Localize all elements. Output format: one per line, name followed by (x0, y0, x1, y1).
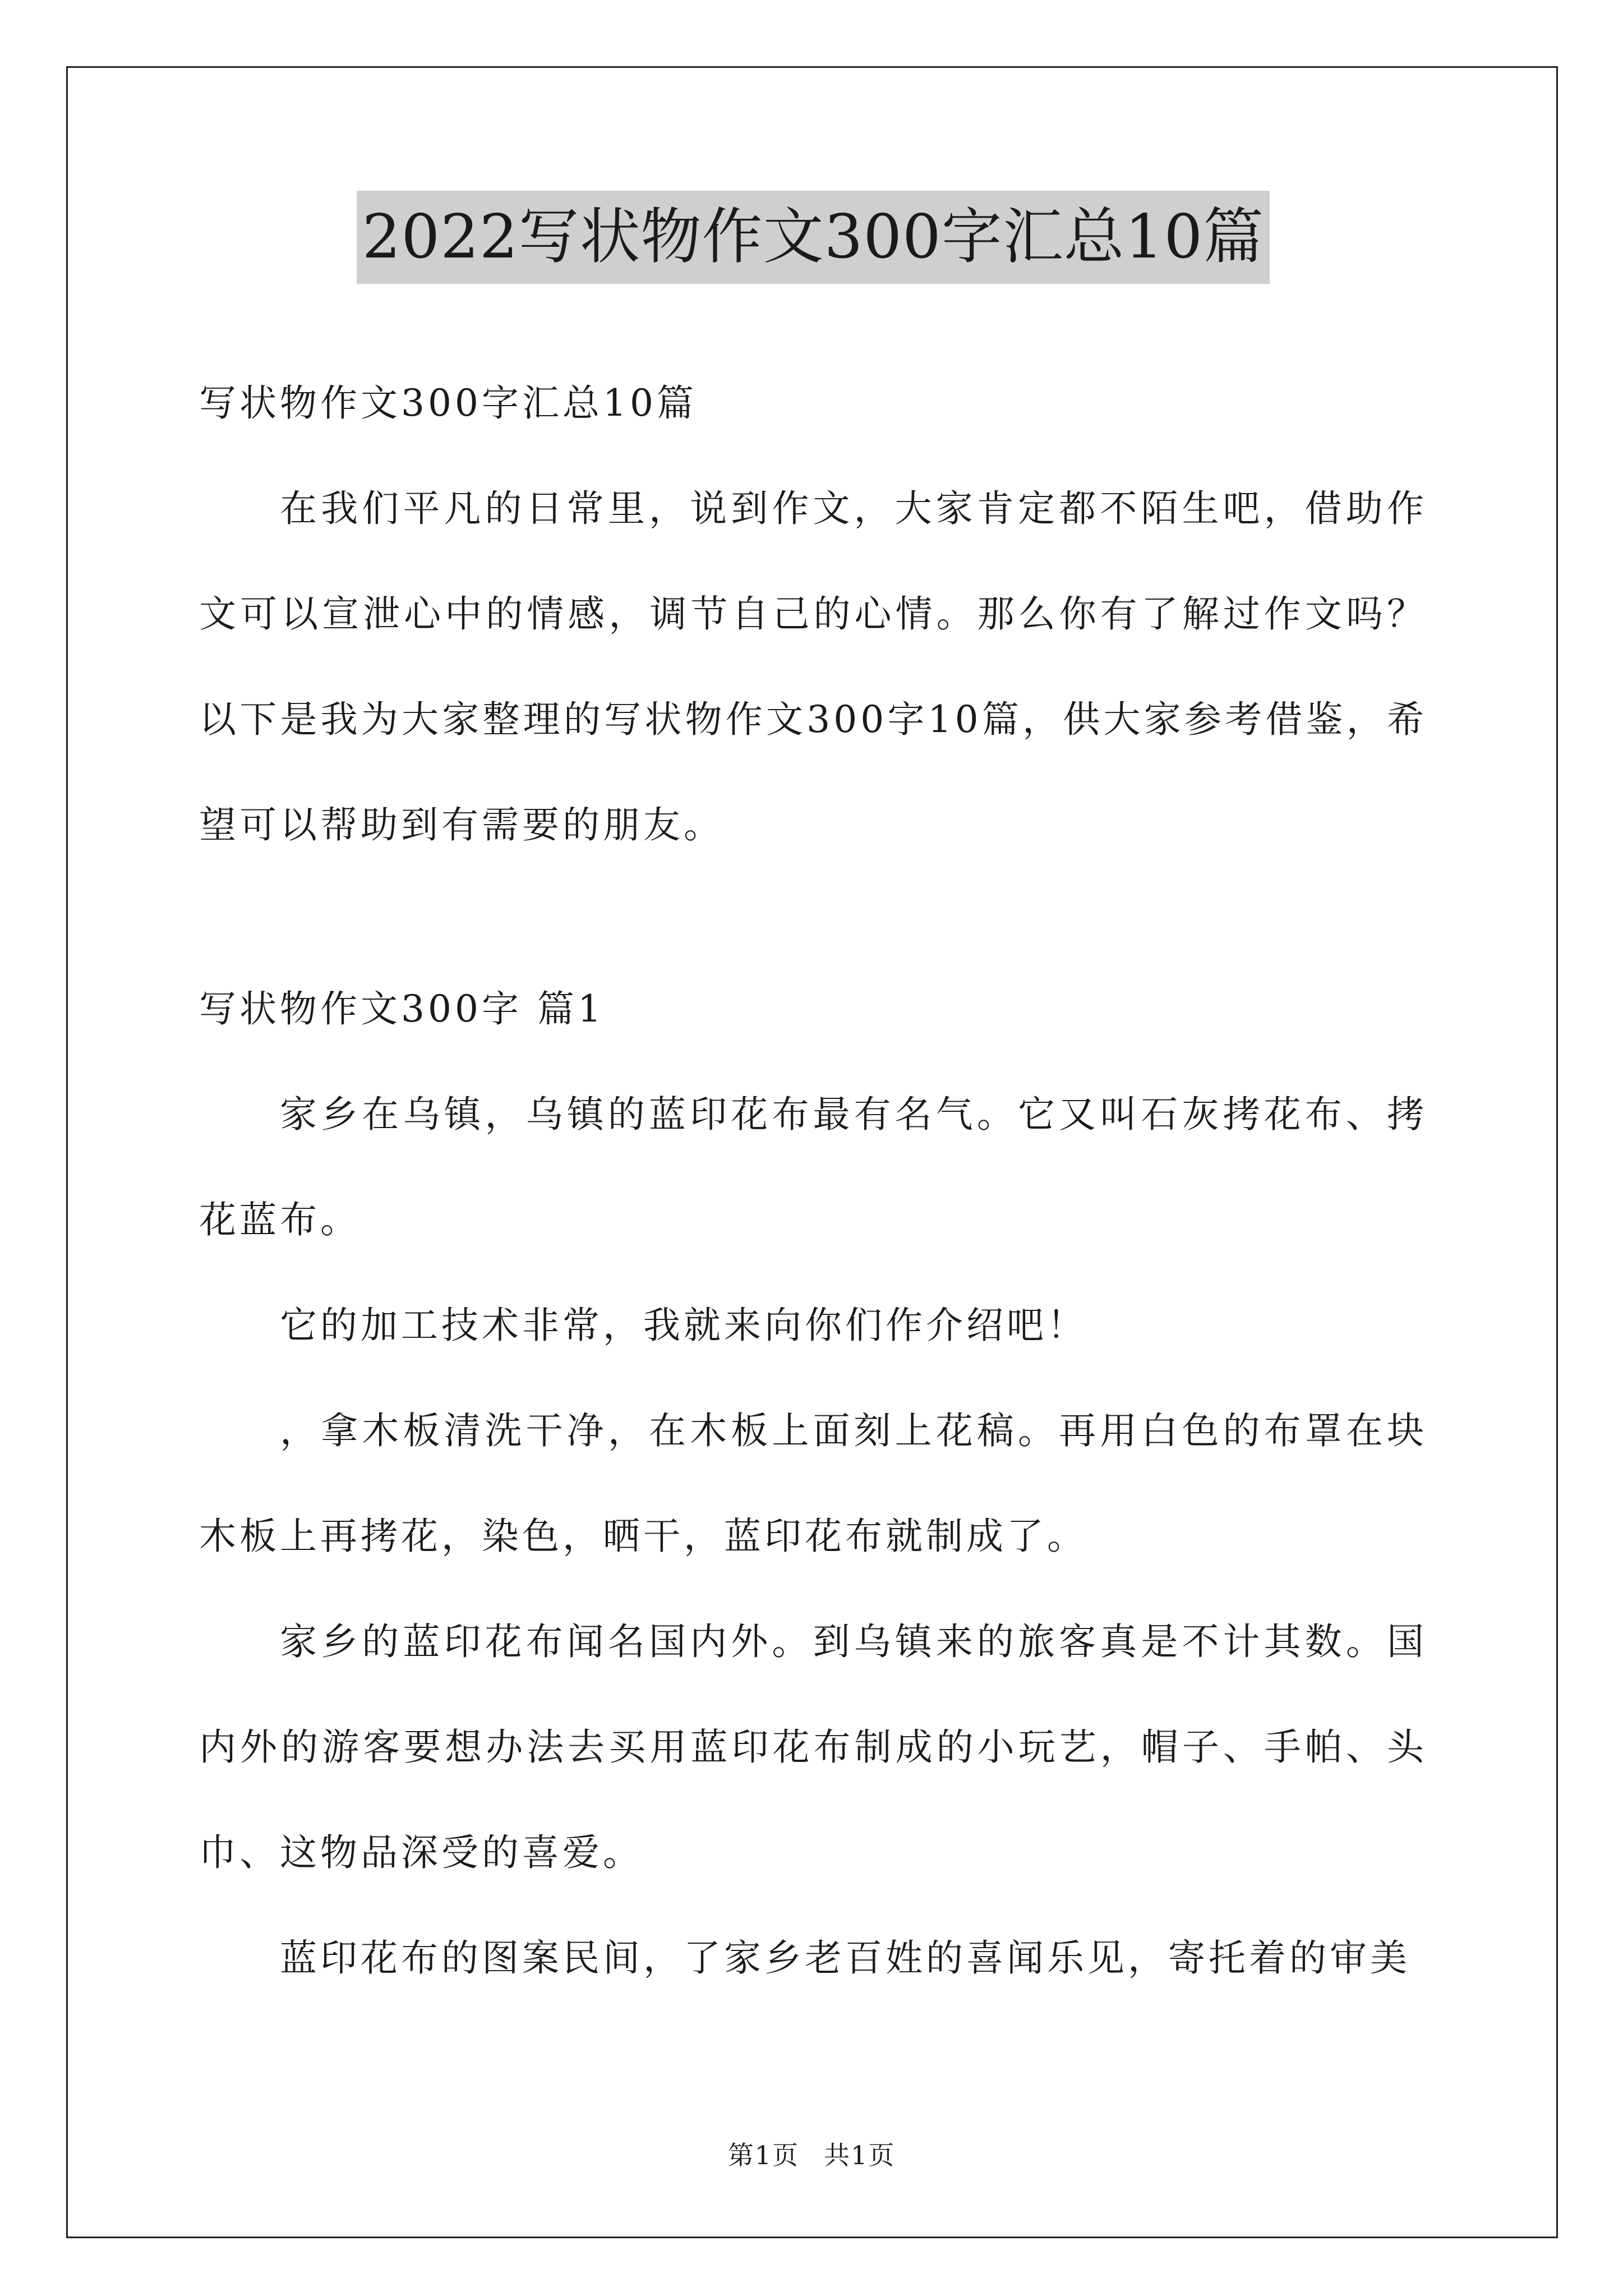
section-heading: 写状物作文300字 篇1 (199, 987, 605, 1030)
section-gap (199, 878, 1427, 956)
title-container (199, 191, 1427, 289)
body-paragraph: 蓝印花布的图案民间，了家乡老百姓的喜闻乐见，寄托着的审美 (280, 1936, 1410, 1980)
page-footer (0, 2138, 1623, 2172)
body-paragraph: ，拿木板清洗干净，在木板上面刻上花稿。再用白色的布罩在块木板上再拷花，染色，晒干，蓝印花布就制成了。 (199, 1409, 1427, 1558)
page-number: 第1页 (727, 2140, 799, 2170)
body-paragraph: 它的加工技术非常，我就来向你们作介绍吧！ (280, 1304, 1087, 1347)
body-paragraph: 家乡的蓝印花布闻名国内外。到乌镇来的旅客真是不计其数。国内外的游客要想办法去买用蓝印花布制成的小玩艺，帽子、手帕、头巾、这物品深受的喜爱。 (199, 1620, 1427, 1874)
page-total: 共1页 (824, 2140, 896, 2170)
document-title: 2022写状物作文300字汇总10篇 (357, 191, 1270, 284)
intro-paragraph: 在我们平凡的日常里，说到作文，大家肯定都不陌生吧，借助作文可以宣泄心中的情感，调节自己的心情。那么你有了解过作文吗？以下是我为大家整理的写状物作文300字10篇，供大家参考借鉴，希望可以帮助到有需要的朋友。 (199, 487, 1427, 846)
subtitle: 写状物作文300字汇总10篇 (199, 381, 697, 425)
body-paragraph: 家乡在乌镇，乌镇的蓝印花布最有名气。它又叫石灰拷花布、拷花蓝布。 (199, 1093, 1427, 1241)
document-body (199, 191, 1427, 2011)
